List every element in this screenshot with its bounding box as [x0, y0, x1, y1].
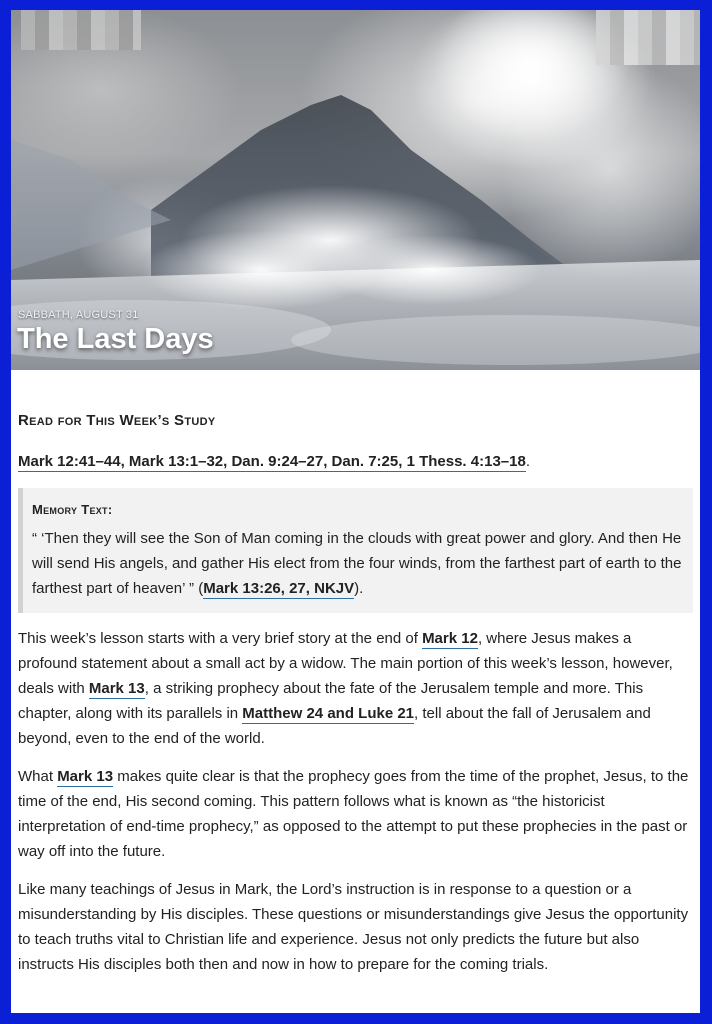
- hero-date: SABBATH, AUGUST 31: [18, 309, 139, 321]
- reference-link-mark-13[interactable]: Mark 13: [57, 768, 114, 785]
- paragraph-text: , tell about the fall of Jerusalem and beyond, even to the end of the world.: [18, 705, 651, 747]
- reference-link-mark-13[interactable]: Mark 13: [88, 680, 145, 697]
- paragraph-text: , where Jesus makes a profound statement about a small act by a widow. The main portion of this week’s lesson, however, deals with: [18, 630, 673, 697]
- reference-link-mark-12[interactable]: Mark 12: [422, 630, 478, 647]
- paragraph-2: [18, 764, 693, 864]
- reading-reference-link[interactable]: Mark 12:41–44, Mark 13:1–32, Dan. 9:24–27, Dan. 7:25, 1 Thess. 4:13–18: [18, 453, 526, 470]
- paragraph-text: , a striking prophecy about the fate of the Jerusalem temple and more. This chapter, along with its parallels in: [18, 680, 644, 722]
- read-end: .: [525, 453, 530, 470]
- memory-reference-link[interactable]: Mark 13:26, 27, NKJV: [203, 580, 355, 597]
- memory-end: ).: [354, 580, 364, 597]
- memory-text-box: [18, 488, 693, 613]
- paragraph-text: What: [18, 768, 58, 785]
- hero-title: The Last Days: [17, 323, 214, 355]
- reference-link-matthew-luke[interactable]: Matthew 24 and Luke 21: [242, 705, 415, 722]
- page-frame: [11, 10, 700, 1013]
- memory-heading: Memory Text:: [32, 502, 113, 517]
- paragraph-text: makes quite clear is that the prophecy goes from the time of the prophet, Jesus, to the time of the end, His second coming. This pattern follows what is known as “the historicist interpretation of end-time prophecy,” as opposed to the attempt to put these prophecies in the past or way off into the future.: [18, 768, 689, 860]
- read-heading: Read for This Week’s Study: [18, 412, 216, 429]
- pixelated-strip-left: [21, 10, 141, 50]
- memory-verse-text: “ ‘Then they will see the Son of Man coming in the clouds with great power and glory. And then He will send His angels, and gather His elect from the four winds, from the farthest part of earth to the farthest part of heaven’ ” (: [32, 530, 682, 597]
- paragraph-3: Like many teachings of Jesus in Mark, the Lord’s instruction is in response to a question or a misunderstanding by His disciples. These questions or misunderstandings give Jesus the opportunity to teach truths vital to Christian life and experience. Jesus not only predicts the future but also instructs His disciples both then and now in how to prepare for the coming trials.: [18, 881, 689, 973]
- paragraph-1: [18, 626, 693, 751]
- memory-verse: [32, 526, 683, 601]
- paragraph-text: This week’s lesson starts with a very brief story at the end of: [18, 630, 423, 647]
- read-references: [18, 451, 693, 473]
- hero-image: [11, 10, 700, 370]
- lesson-content: [11, 412, 700, 977]
- pixelated-strip-right: [596, 10, 700, 65]
